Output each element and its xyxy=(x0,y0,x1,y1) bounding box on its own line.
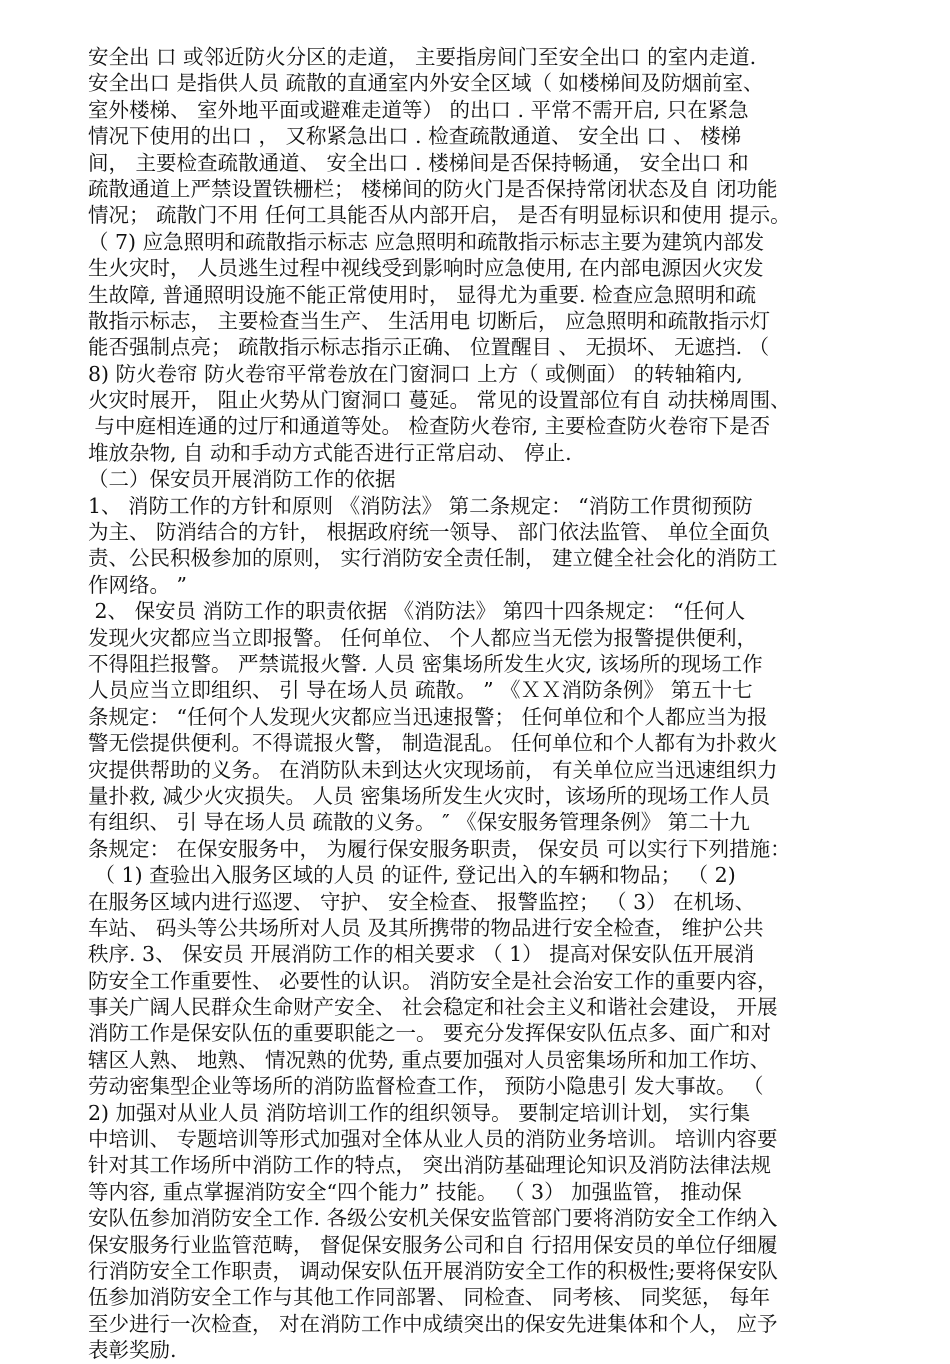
text-line: 条规定： 在保安服务中， 为履行保安服务职责， 保安员 可以实行下列措施： xyxy=(88,836,791,861)
text-line: 与中庭相连通的过厅和通道等处。 检查防火卷帘, 主要检查防火卷帘下是否 xyxy=(88,414,771,439)
text-line: 不得阻拦报警。 严禁谎报火警. 人员 密集场所发生火灾, 该场所的现场工作 xyxy=(88,651,763,676)
text-line: 生火灾时， 人员逃生过程中视线受到影响时应急使用, 在内部电源因火灾发 xyxy=(88,256,764,281)
text-line: 针对其工作场所中消防工作的特点， 突出消防基础理论知识及消防法律法规 xyxy=(88,1153,772,1178)
text-line: 1、 消防工作的方针和原则 《消防法》 第二条规定： “消防工作贯彻预防 xyxy=(88,493,753,518)
text-line: 责、公民积极参加的原则， 实行消防安全责任制， 建立健全社会化的消防工 xyxy=(88,546,778,571)
text-line: 为主、 防消结合的方针， 根据政府统一领导、 部门依法监管、 单位全面负 xyxy=(88,520,771,545)
text-line: 车站、 码头等公共场所对人员 及其所携带的物品进行安全检查， 维护公共 xyxy=(88,915,764,940)
text-line: 中培训、 专题培训等形式加强对全体从业人员的消防业务培训。 培训内容要 xyxy=(88,1127,778,1152)
text-line: 伍参加消防安全工作与其他工作同部署、 同检查、 同考核、 同奖惩， 每年 xyxy=(88,1285,771,1310)
text-line: 室外楼梯、 室外地平面或避难走道等） 的出口 . 平常不需开启, 只在紧急 xyxy=(88,97,749,122)
text-line: 事关广阔人民群众生命财产安全、 社会稳定和社会主义和谐社会建设， 开展 xyxy=(88,995,778,1020)
text-line: （ 1) 查验出入服务区域的人员 的证件, 登记出入的车辆和物品； （ 2) xyxy=(88,863,736,888)
text-line: 劳动密集型企业等场所的消防监督检查工作， 预防小隐患引 发大事故。 （ xyxy=(88,1074,764,1099)
text-line: 2、 保安员 消防工作的职责依据 《消防法》 第四十四条规定： “任何人 xyxy=(88,599,746,624)
text-line: 在服务区域内进行巡逻、 守护、 安全检查、 报警监控； （ 3） 在机场、 xyxy=(88,889,756,914)
text-line: 警无偿提供便利。不得谎报火警， 制造混乱。 任何单位和个人都有为扑救火 xyxy=(88,731,778,756)
text-line: 至少进行一次检查， 对在消防工作中成绩突出的保安先进集体和个人， 应予 xyxy=(88,1311,778,1336)
text-line: 量扑救, 减少火灾损失。 人员 密集场所发生火灾时，该场所的现场工作人员 xyxy=(88,783,771,808)
text-line: 表彰奖励. xyxy=(88,1338,177,1363)
text-line: 情况； 疏散门不用 任何工具能否从内部开启， 是否有明显标识和使用 提示。 xyxy=(88,203,791,228)
text-line: 情况下使用的出口 ， 又称紧急出口 . 检查疏散通道、 安全出 口 、 楼梯 xyxy=(88,124,742,149)
text-line: 条规定： “任何个人发现火灾都应当迅速报警； 任何单位和个人都应当为报 xyxy=(88,704,768,729)
text-line: （二）保安员开展消防工作的依据 xyxy=(88,467,396,492)
text-line: 发现火灾都应当立即报警。 任何单位、 个人都应当无偿为报警提供便利， xyxy=(88,625,758,650)
text-line: 秩序. 3、 保安员 开展消防工作的相关要求 （ 1） 提高对保安队伍开展消 xyxy=(88,942,755,967)
text-line: 有组织、 引 导在场人员 疏散的义务。 ″ 《保安服务管理条例》 第二十九 xyxy=(88,810,750,835)
text-line: 疏散通道上严禁设置铁栅栏； 楼梯间的防火门是否保持常闭状态及自 闭功能 xyxy=(88,176,778,201)
text-line: 2) 加强对从业人员 消防培训工作的组织领导。 要制定培训计划， 实行集 xyxy=(88,1100,751,1125)
text-line: 8) 防火卷帘 防火卷帘平常卷放在门窗洞口 上方（ 或侧面） 的转轴箱内, xyxy=(88,361,743,386)
text-line: 人员应当立即组织、 引 导在场人员 疏散。 ” 《ＸＸ消防条例》 第五十七 xyxy=(88,678,753,703)
text-line: 火灾时展开， 阻止火势从门窗洞口 蔓延。 常见的设置部位有自 动扶梯周围、 xyxy=(88,388,791,413)
text-line: 能否强制点亮； 疏散指示标志指示正确、 位置醒目 、 无损坏、 无遮挡. （ xyxy=(88,335,770,360)
text-line: 行消防安全工作职责， 调动保安队伍开展消防安全工作的积极性;要将保安队 xyxy=(88,1258,778,1283)
text-line: 安全出口 是指供人员 疏散的直通室内外安全区域（ 如楼梯间及防烟前室、 xyxy=(88,71,764,96)
text-line: 辖区人熟、 地熟、 情况熟的优势, 重点要加强对人员密集场所和加工作坊、 xyxy=(88,1047,771,1072)
text-line: 作网络。 ” xyxy=(88,572,187,597)
text-line: 防安全工作重要性、 必要性的认识。 消防安全是社会治安工作的重要内容， xyxy=(88,968,778,993)
text-line: 安队伍参加消防安全工作. 各级公安机关保安监管部门要将消防安全工作纳入 xyxy=(88,1206,778,1231)
text-line: 间， 主要检查疏散通道、 安全出口 . 楼梯间是否保持畅通， 安全出口 和 xyxy=(88,150,749,175)
text-line: 等内容, 重点掌握消防安全“四个能力” 技能。 （ 3） 加强监管， 推动保 xyxy=(88,1179,742,1204)
text-line: 消防工作是保安队伍的重要职能之一。 要充分发挥保安队伍点多、面广和对 xyxy=(88,1021,772,1046)
body-text xyxy=(88,44,878,1364)
text-line: 生故障, 普通照明设施不能正常使用时， 显得尤为重要. 检查应急照明和疏 xyxy=(88,282,757,307)
text-line: 安全出 口 或邻近防火分区的走道， 主要指房间门至安全出口 的室内走道. xyxy=(88,45,757,69)
text-line: 灾提供帮助的义务。 在消防队未到达火灾现场前， 有关单位应当迅速组织力 xyxy=(88,757,778,782)
text-line: 保安服务行业监管范畴， 督促保安服务公司和自 行招用保安员的单位仔细履 xyxy=(88,1232,778,1257)
text-line: 堆放杂物, 自 动和手动方式能否进行正常启动、 停止. xyxy=(88,440,572,465)
text-line: （ 7) 应急照明和疏散指示标志 应急照明和疏散指示标志主要为建筑内部发 xyxy=(88,229,765,254)
text-line: 散指示标志， 主要检查当生产、 生活用电 切断后， 应急照明和疏散指示灯 xyxy=(88,308,771,333)
